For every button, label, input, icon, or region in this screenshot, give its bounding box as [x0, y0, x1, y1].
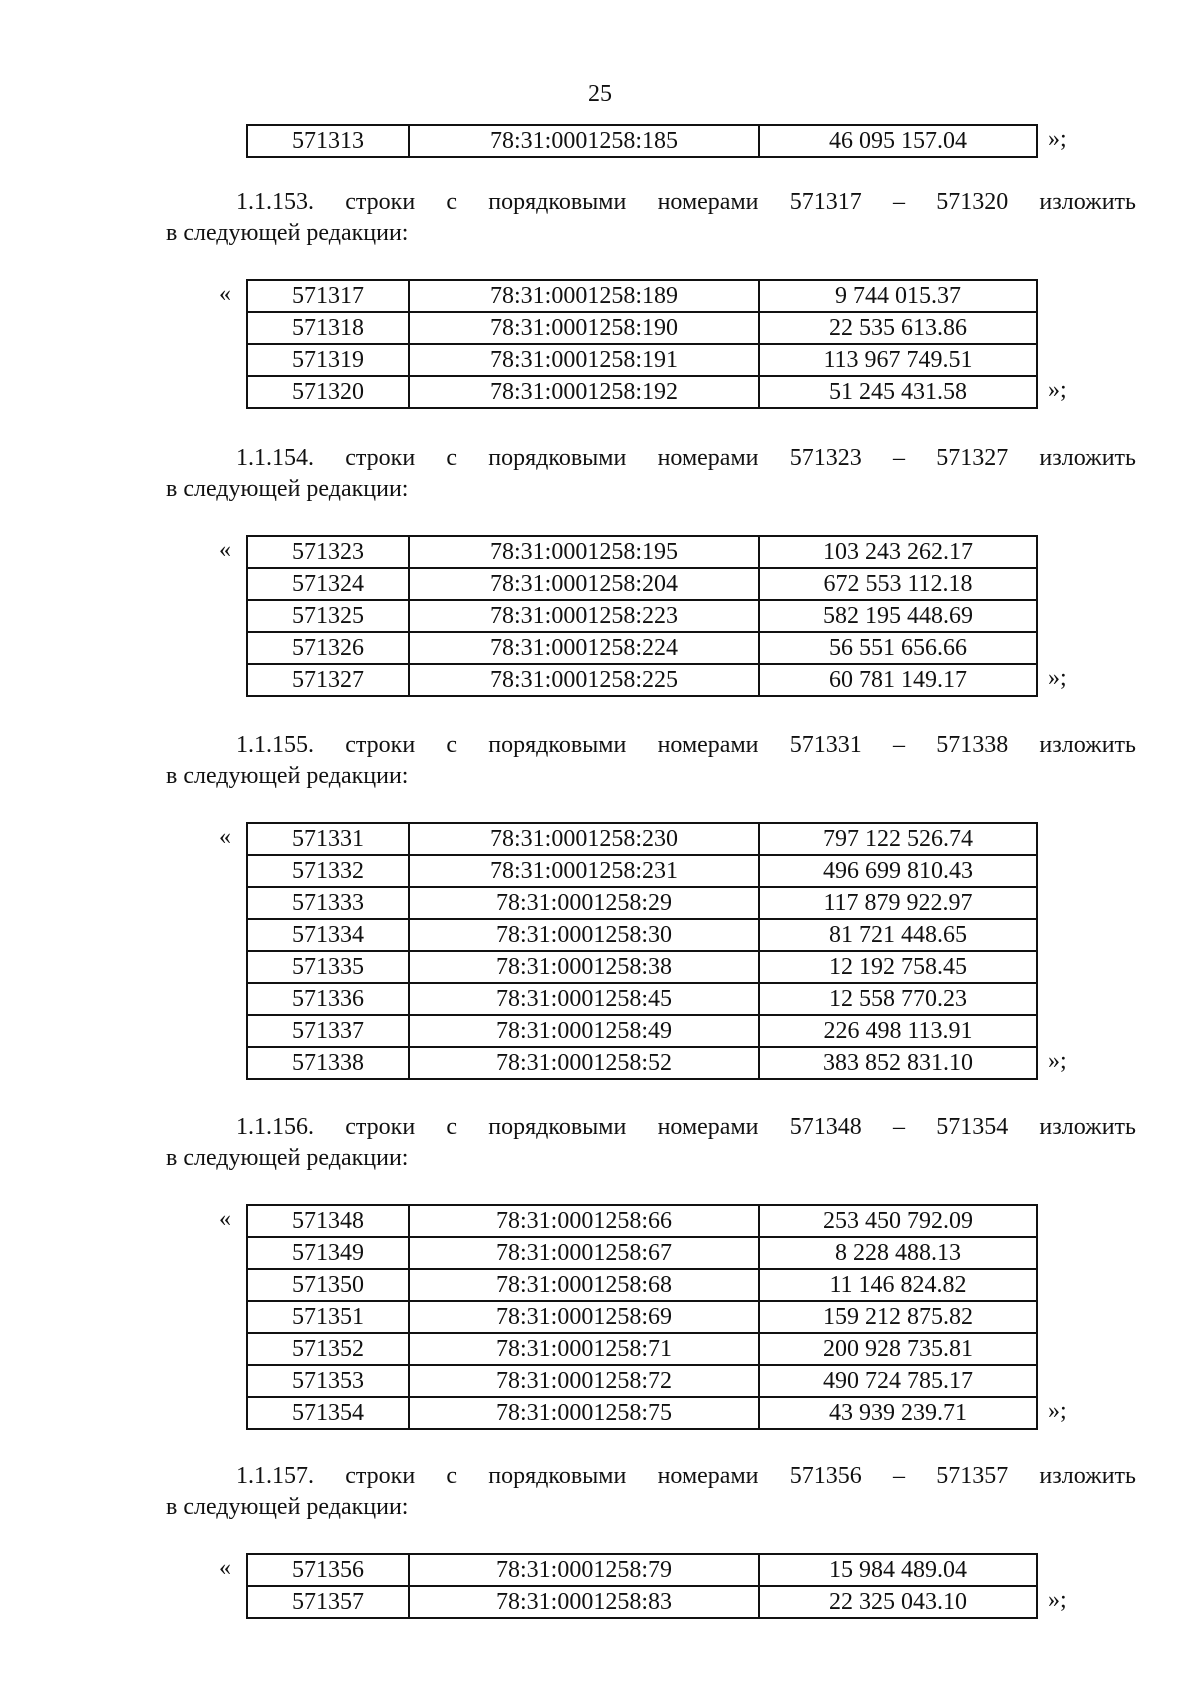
value-cell: 159 212 875.82 — [759, 1301, 1037, 1333]
row-number-cell: 571338 — [247, 1047, 409, 1079]
row-number-cell: 571349 — [247, 1237, 409, 1269]
closing-quote: »; — [1048, 126, 1067, 152]
value-cell: 81 721 448.65 — [759, 919, 1037, 951]
data-table — [246, 822, 1038, 1080]
clause-line2: в следующей редакции: — [166, 1145, 409, 1171]
table-row — [247, 1047, 1037, 1079]
data-table — [246, 279, 1038, 409]
value-cell: 490 724 785.17 — [759, 1365, 1037, 1397]
table-continued — [246, 124, 1067, 158]
clause-word: 571331 — [789, 732, 862, 758]
table-row — [247, 1205, 1037, 1237]
value-cell: 103 243 262.17 — [759, 536, 1037, 568]
clause-number: 1.1.156. — [236, 1114, 314, 1140]
cadastral-number-cell: 78:31:0001258:204 — [409, 568, 759, 600]
cadastral-number-cell: 78:31:0001258:38 — [409, 951, 759, 983]
clause-word: – — [892, 1114, 905, 1140]
cadastral-number-cell: 78:31:0001258:68 — [409, 1269, 759, 1301]
closing-quote: »; — [1048, 1587, 1067, 1613]
data-table — [246, 1553, 1038, 1619]
row-number-cell: 571353 — [247, 1365, 409, 1397]
opening-quote: « — [219, 1555, 231, 1581]
table-row — [247, 983, 1037, 1015]
clause-number: 1.1.155. — [236, 732, 314, 758]
clause-word: с — [446, 1463, 458, 1489]
clause-number: 1.1.153. — [236, 189, 314, 215]
opening-quote: « — [219, 537, 231, 563]
value-cell: 226 498 113.91 — [759, 1015, 1037, 1047]
clause-word: с — [446, 1114, 458, 1140]
cadastral-number-cell: 78:31:0001258:189 — [409, 280, 759, 312]
cadastral-number-cell: 78:31:0001258:190 — [409, 312, 759, 344]
clause-number: 1.1.157. — [236, 1463, 314, 1489]
table-row — [247, 1333, 1037, 1365]
cadastral-number-cell: 78:31:0001258:45 — [409, 983, 759, 1015]
table-row — [247, 376, 1037, 408]
clause-word: 571356 — [789, 1463, 862, 1489]
cadastral-number-cell: 78:31:0001258:67 — [409, 1237, 759, 1269]
table-section-156 — [219, 1204, 1067, 1430]
cadastral-number-cell: 78:31:0001258:69 — [409, 1301, 759, 1333]
table-row — [247, 536, 1037, 568]
clause-word: изложить — [1039, 1114, 1136, 1140]
clause-word: 571338 — [936, 732, 1009, 758]
clause-word: номерами — [657, 445, 759, 471]
clause-number: 1.1.154. — [236, 445, 314, 471]
table-section-155 — [219, 822, 1067, 1080]
value-cell: 22 535 613.86 — [759, 312, 1037, 344]
value-cell: 46 095 157.04 — [759, 125, 1037, 157]
table-row — [247, 919, 1037, 951]
clause-line2: в следующей редакции: — [166, 1494, 409, 1520]
clause-word: изложить — [1039, 732, 1136, 758]
cadastral-number-cell: 78:31:0001258:30 — [409, 919, 759, 951]
value-cell: 200 928 735.81 — [759, 1333, 1037, 1365]
row-number-cell: 571356 — [247, 1554, 409, 1586]
clause-word: 571354 — [936, 1114, 1009, 1140]
clause-paragraph — [166, 1112, 1136, 1174]
value-cell: 672 553 112.18 — [759, 568, 1037, 600]
clause-line2: в следующей редакции: — [166, 476, 409, 502]
clause-word: строки — [345, 1463, 416, 1489]
closing-quote: »; — [1048, 665, 1067, 691]
clause-word: – — [892, 189, 905, 215]
clause-word: порядковыми — [488, 189, 627, 215]
cadastral-number-cell: 78:31:0001258:192 — [409, 376, 759, 408]
cadastral-number-cell: 78:31:0001258:224 — [409, 632, 759, 664]
clause-word: 571327 — [936, 445, 1009, 471]
row-number-cell: 571352 — [247, 1333, 409, 1365]
cadastral-number-cell: 78:31:0001258:225 — [409, 664, 759, 696]
clause-word: изложить — [1039, 1463, 1136, 1489]
row-number-cell: 571351 — [247, 1301, 409, 1333]
table-row — [247, 1015, 1037, 1047]
clause-word: – — [892, 1463, 905, 1489]
table-row — [247, 1397, 1037, 1429]
clause-word: строки — [345, 189, 416, 215]
table-section-153 — [219, 279, 1067, 409]
clause-word: строки — [345, 445, 416, 471]
row-number-cell: 571336 — [247, 983, 409, 1015]
clause-paragraph — [166, 1461, 1136, 1523]
row-number-cell: 571317 — [247, 280, 409, 312]
cadastral-number-cell: 78:31:0001258:223 — [409, 600, 759, 632]
table-row — [247, 1269, 1037, 1301]
clause-word: порядковыми — [488, 732, 627, 758]
value-cell: 383 852 831.10 — [759, 1047, 1037, 1079]
row-number-cell: 571337 — [247, 1015, 409, 1047]
clause-word: порядковыми — [488, 1114, 627, 1140]
row-number-cell: 571320 — [247, 376, 409, 408]
cadastral-number-cell: 78:31:0001258:49 — [409, 1015, 759, 1047]
opening-quote: « — [219, 824, 231, 850]
page-number: 25 — [588, 81, 612, 107]
clause-word: номерами — [657, 1463, 759, 1489]
value-cell: 117 879 922.97 — [759, 887, 1037, 919]
cadastral-number-cell: 78:31:0001258:231 — [409, 855, 759, 887]
closing-quote: »; — [1048, 1048, 1067, 1074]
row-number-cell: 571354 — [247, 1397, 409, 1429]
cadastral-number-cell: 78:31:0001258:52 — [409, 1047, 759, 1079]
data-table — [246, 1204, 1038, 1430]
value-cell: 22 325 043.10 — [759, 1586, 1037, 1618]
clause-word: строки — [345, 1114, 416, 1140]
table-row — [247, 632, 1037, 664]
table-row — [247, 344, 1037, 376]
cadastral-number-cell: 78:31:0001258:75 — [409, 1397, 759, 1429]
value-cell: 8 228 488.13 — [759, 1237, 1037, 1269]
value-cell: 43 939 239.71 — [759, 1397, 1037, 1429]
clause-word: с — [446, 445, 458, 471]
cadastral-number-cell: 78:31:0001258:83 — [409, 1586, 759, 1618]
cadastral-number-cell: 78:31:0001258:185 — [409, 125, 759, 157]
cadastral-number-cell: 78:31:0001258:230 — [409, 823, 759, 855]
table-section-154 — [219, 535, 1067, 697]
table-row — [247, 855, 1037, 887]
closing-quote: »; — [1048, 377, 1067, 403]
table-row — [247, 1586, 1037, 1618]
clause-word: 571323 — [789, 445, 862, 471]
cadastral-number-cell: 78:31:0001258:191 — [409, 344, 759, 376]
opening-quote: « — [219, 1206, 231, 1232]
row-number-cell: 571318 — [247, 312, 409, 344]
value-cell: 797 122 526.74 — [759, 823, 1037, 855]
closing-quote: »; — [1048, 1398, 1067, 1424]
value-cell: 51 245 431.58 — [759, 376, 1037, 408]
cadastral-number-cell: 78:31:0001258:71 — [409, 1333, 759, 1365]
row-number-cell: 571331 — [247, 823, 409, 855]
table-row — [247, 1237, 1037, 1269]
value-cell: 56 551 656.66 — [759, 632, 1037, 664]
clause-line2: в следующей редакции: — [166, 763, 409, 789]
table-row — [247, 823, 1037, 855]
clause-line2: в следующей редакции: — [166, 220, 409, 246]
table-row — [247, 887, 1037, 919]
row-number-cell: 571319 — [247, 344, 409, 376]
clause-word: – — [892, 445, 905, 471]
value-cell: 12 558 770.23 — [759, 983, 1037, 1015]
row-number-cell: 571350 — [247, 1269, 409, 1301]
clause-word: номерами — [657, 1114, 759, 1140]
row-number-cell: 571335 — [247, 951, 409, 983]
clause-word: 571348 — [789, 1114, 862, 1140]
clause-word: 571357 — [936, 1463, 1009, 1489]
clause-paragraph — [166, 187, 1136, 249]
table-row — [247, 1365, 1037, 1397]
clause-word: порядковыми — [488, 445, 627, 471]
clause-word: 571317 — [789, 189, 862, 215]
row-number-cell: 571325 — [247, 600, 409, 632]
clause-word: с — [446, 732, 458, 758]
clause-paragraph — [166, 443, 1136, 505]
value-cell: 60 781 149.17 — [759, 664, 1037, 696]
cadastral-number-cell: 78:31:0001258:66 — [409, 1205, 759, 1237]
table-row — [247, 1301, 1037, 1333]
table-row — [247, 600, 1037, 632]
value-cell: 12 192 758.45 — [759, 951, 1037, 983]
row-number-cell: 571324 — [247, 568, 409, 600]
table-row — [247, 951, 1037, 983]
row-number-cell: 571333 — [247, 887, 409, 919]
table-row — [247, 312, 1037, 344]
row-number-cell: 571323 — [247, 536, 409, 568]
clause-word: номерами — [657, 732, 759, 758]
table-row — [247, 125, 1037, 157]
clause-word: 571320 — [936, 189, 1009, 215]
clause-word: изложить — [1039, 445, 1136, 471]
clause-word: порядковыми — [488, 1463, 627, 1489]
value-cell: 11 146 824.82 — [759, 1269, 1037, 1301]
clause-word: с — [446, 189, 458, 215]
data-table — [246, 535, 1038, 697]
table-row — [247, 568, 1037, 600]
clause-word: – — [892, 732, 905, 758]
cadastral-number-cell: 78:31:0001258:72 — [409, 1365, 759, 1397]
value-cell: 496 699 810.43 — [759, 855, 1037, 887]
row-number-cell: 571334 — [247, 919, 409, 951]
row-number-cell: 571313 — [247, 125, 409, 157]
cadastral-number-cell: 78:31:0001258:195 — [409, 536, 759, 568]
value-cell: 15 984 489.04 — [759, 1554, 1037, 1586]
value-cell: 582 195 448.69 — [759, 600, 1037, 632]
value-cell: 9 744 015.37 — [759, 280, 1037, 312]
row-number-cell: 571348 — [247, 1205, 409, 1237]
table-section-157 — [219, 1553, 1067, 1619]
row-number-cell: 571326 — [247, 632, 409, 664]
opening-quote: « — [219, 281, 231, 307]
row-number-cell: 571327 — [247, 664, 409, 696]
clause-word: строки — [345, 732, 416, 758]
row-number-cell: 571332 — [247, 855, 409, 887]
data-table — [246, 124, 1038, 158]
row-number-cell: 571357 — [247, 1586, 409, 1618]
value-cell: 113 967 749.51 — [759, 344, 1037, 376]
cadastral-number-cell: 78:31:0001258:79 — [409, 1554, 759, 1586]
clause-paragraph — [166, 730, 1136, 792]
clause-word: изложить — [1039, 189, 1136, 215]
table-row — [247, 1554, 1037, 1586]
table-row — [247, 664, 1037, 696]
cadastral-number-cell: 78:31:0001258:29 — [409, 887, 759, 919]
clause-word: номерами — [657, 189, 759, 215]
value-cell: 253 450 792.09 — [759, 1205, 1037, 1237]
table-row — [247, 280, 1037, 312]
